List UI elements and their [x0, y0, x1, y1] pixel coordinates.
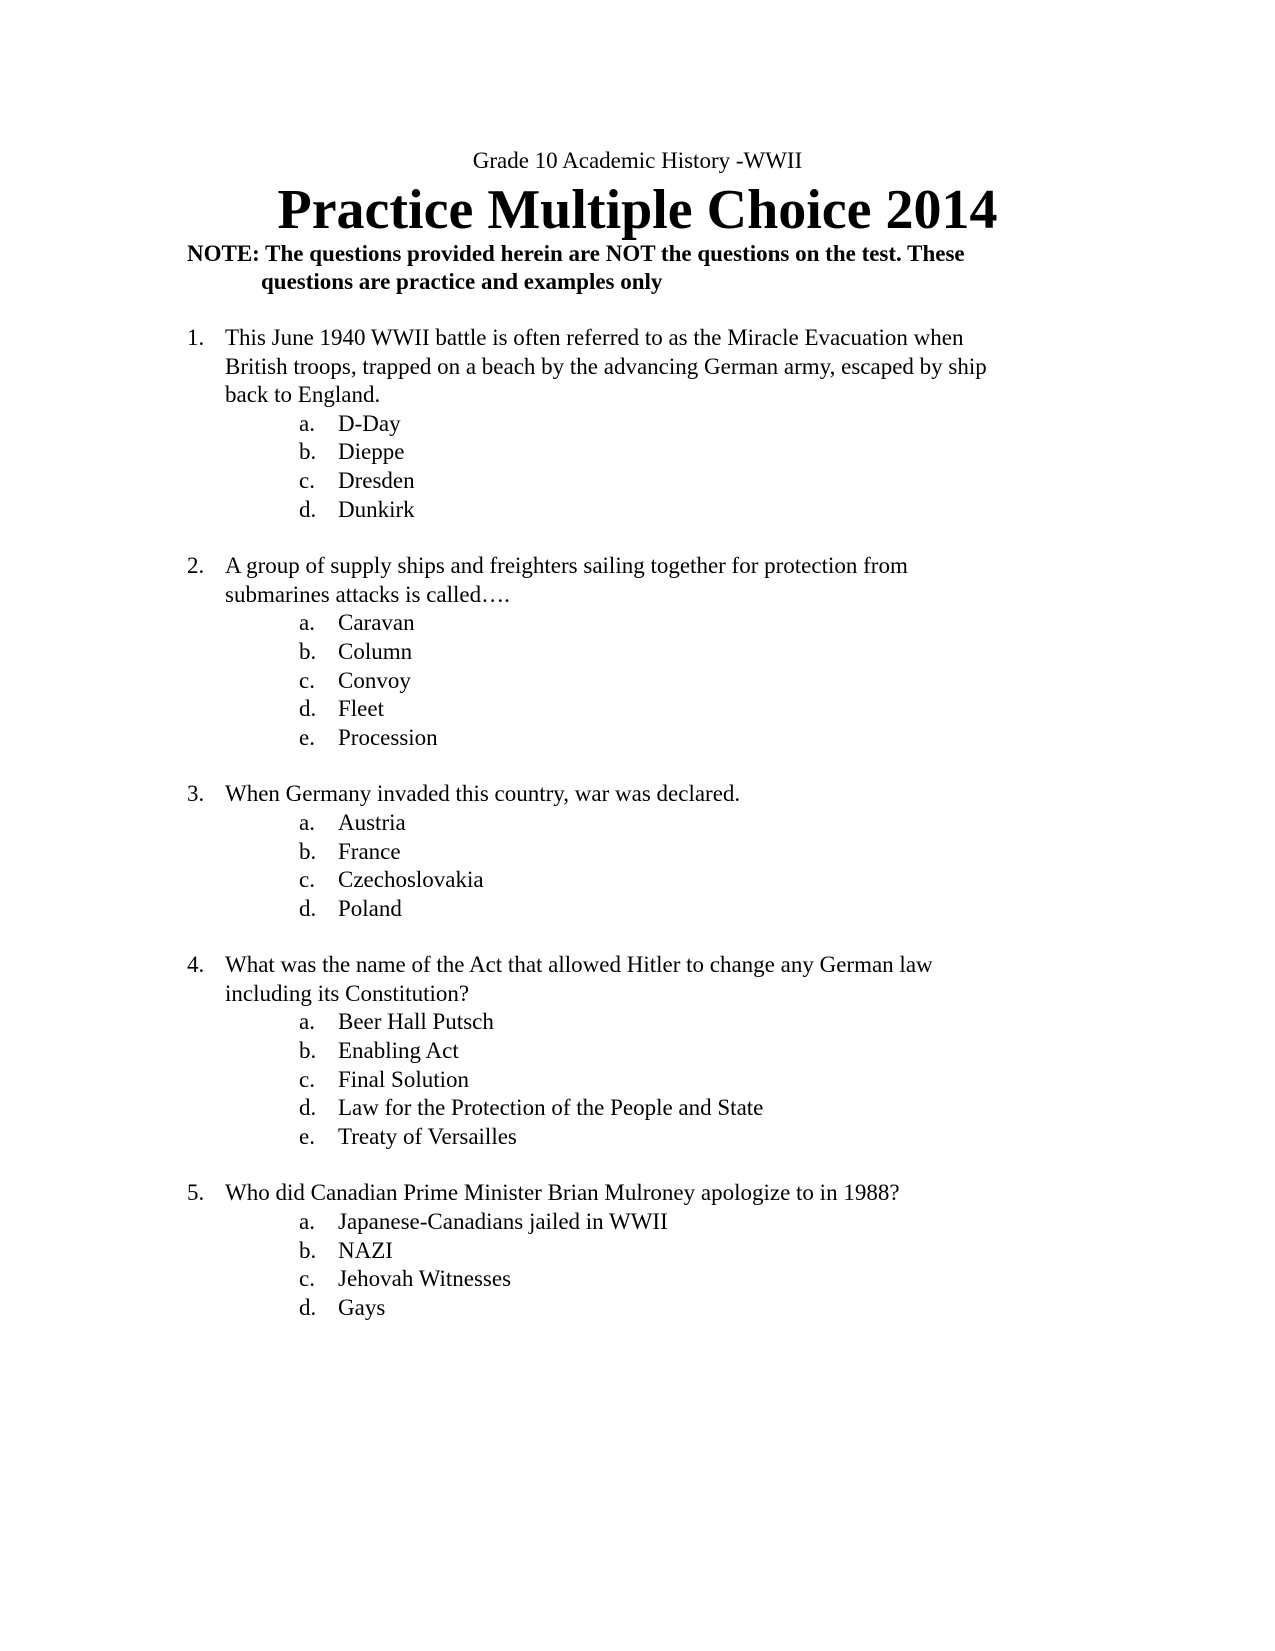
answer-option [187, 809, 1067, 838]
option-letter: c. [299, 1066, 315, 1092]
answer-options [187, 809, 1067, 923]
question-text-line: including its Constitution? [225, 980, 470, 1006]
option-letter: a. [299, 809, 315, 835]
answer-option [187, 496, 1067, 525]
option-text: France [338, 838, 401, 864]
question-list [187, 324, 1067, 1350]
question-text-line: A group of supply ships and freighters sailing together for protection from [225, 553, 908, 579]
option-text: Law for the Protection of the People and State [338, 1095, 764, 1121]
option-letter: a. [299, 610, 315, 636]
option-letter: e. [299, 1123, 315, 1149]
option-letter: b. [299, 439, 317, 465]
question-stem [187, 780, 1067, 809]
option-text: Procession [338, 724, 438, 750]
option-text: Dieppe [338, 439, 405, 465]
question-text-line: What was the name of the Act that allowed Hitler to change any German law [225, 952, 933, 978]
question-stem [187, 1179, 1067, 1208]
option-letter: c. [299, 1266, 315, 1292]
option-letter: b. [299, 638, 317, 664]
option-letter: a. [299, 1009, 315, 1035]
option-text: D-Day [338, 410, 401, 436]
question-number: 4. [187, 952, 205, 978]
option-letter: d. [299, 696, 317, 722]
answer-options [187, 1008, 1067, 1151]
answer-option [187, 1237, 1067, 1266]
question-text-line: submarines attacks is called…. [225, 581, 510, 607]
option-text: Poland [338, 895, 402, 921]
answer-option [187, 1123, 1067, 1152]
answer-option [187, 638, 1067, 667]
question-number: 3. [187, 781, 205, 807]
question-stem [187, 951, 1067, 1008]
option-letter: a. [299, 410, 315, 436]
question-text-line: When Germany invaded this country, war was declared. [225, 781, 741, 807]
question-5 [187, 1179, 1067, 1322]
question-number: 2. [187, 553, 205, 579]
option-text: Convoy [338, 667, 411, 693]
question-3 [187, 780, 1067, 923]
note-paragraph [187, 240, 1087, 296]
answer-options [187, 410, 1067, 524]
answer-option [187, 695, 1067, 724]
option-letter: d. [299, 1294, 317, 1320]
option-text: Japanese-Canadians jailed in WWII [338, 1209, 668, 1235]
course-subtitle: Grade 10 Academic History -WWII [472, 148, 803, 173]
question-stem [187, 324, 1067, 410]
answer-option [187, 467, 1067, 496]
answer-option [187, 1008, 1067, 1037]
option-letter: d. [299, 1095, 317, 1121]
question-text-line: Who did Canadian Prime Minister Brian Mulroney apologize to in 1988? [225, 1180, 900, 1206]
answer-option [187, 1265, 1067, 1294]
option-text: Caravan [338, 610, 415, 636]
option-text: Fleet [338, 696, 384, 722]
question-2 [187, 552, 1067, 752]
note-line: questions are practice and examples only [261, 269, 663, 294]
question-number: 5. [187, 1180, 205, 1206]
option-text: Beer Hall Putsch [338, 1009, 494, 1035]
option-text: Czechoslovakia [338, 867, 484, 893]
answer-option [187, 838, 1067, 867]
answer-option [187, 1037, 1067, 1066]
question-number: 1. [187, 325, 205, 350]
note-line: NOTE: The questions provided herein are NOT the questions on the test. These [187, 241, 965, 266]
option-letter: a. [299, 1209, 315, 1235]
option-letter: e. [299, 724, 315, 750]
answer-option [187, 866, 1067, 895]
option-text: Dunkirk [338, 496, 415, 522]
option-letter: d. [299, 496, 317, 522]
question-stem [187, 552, 1067, 609]
question-4 [187, 951, 1067, 1151]
answer-option [187, 1294, 1067, 1323]
answer-option [187, 438, 1067, 467]
option-text: Austria [338, 809, 406, 835]
option-text: Jehovah Witnesses [338, 1266, 512, 1292]
question-text-line: This June 1940 WWII battle is often referred to as the Miracle Evacuation when [225, 325, 964, 350]
option-letter: b. [299, 838, 317, 864]
question-text-line: back to England. [225, 382, 381, 408]
answer-option [187, 609, 1067, 638]
option-letter: d. [299, 895, 317, 921]
option-letter: b. [299, 1038, 317, 1064]
question-1 [187, 324, 1067, 524]
option-text: Dresden [338, 467, 415, 493]
answer-option [187, 667, 1067, 696]
option-text: Enabling Act [338, 1038, 459, 1064]
option-text: Final Solution [338, 1066, 469, 1092]
question-text-line: British troops, trapped on a beach by the advancing German army, escaped by ship [225, 353, 987, 379]
option-letter: b. [299, 1237, 317, 1263]
answer-option [187, 1094, 1067, 1123]
answer-option [187, 410, 1067, 439]
page-title: Practice Multiple Choice 2014 [277, 179, 998, 241]
option-letter: c. [299, 867, 315, 893]
answer-option [187, 724, 1067, 753]
answer-option [187, 895, 1067, 924]
answer-option [187, 1066, 1067, 1095]
option-text: NAZI [338, 1237, 393, 1263]
answer-options [187, 609, 1067, 752]
option-text: Treaty of Versailles [338, 1123, 517, 1149]
option-letter: c. [299, 467, 315, 493]
option-text: Column [338, 638, 413, 664]
option-letter: c. [299, 667, 315, 693]
answer-option [187, 1208, 1067, 1237]
answer-options [187, 1208, 1067, 1322]
option-text: Gays [338, 1294, 386, 1320]
